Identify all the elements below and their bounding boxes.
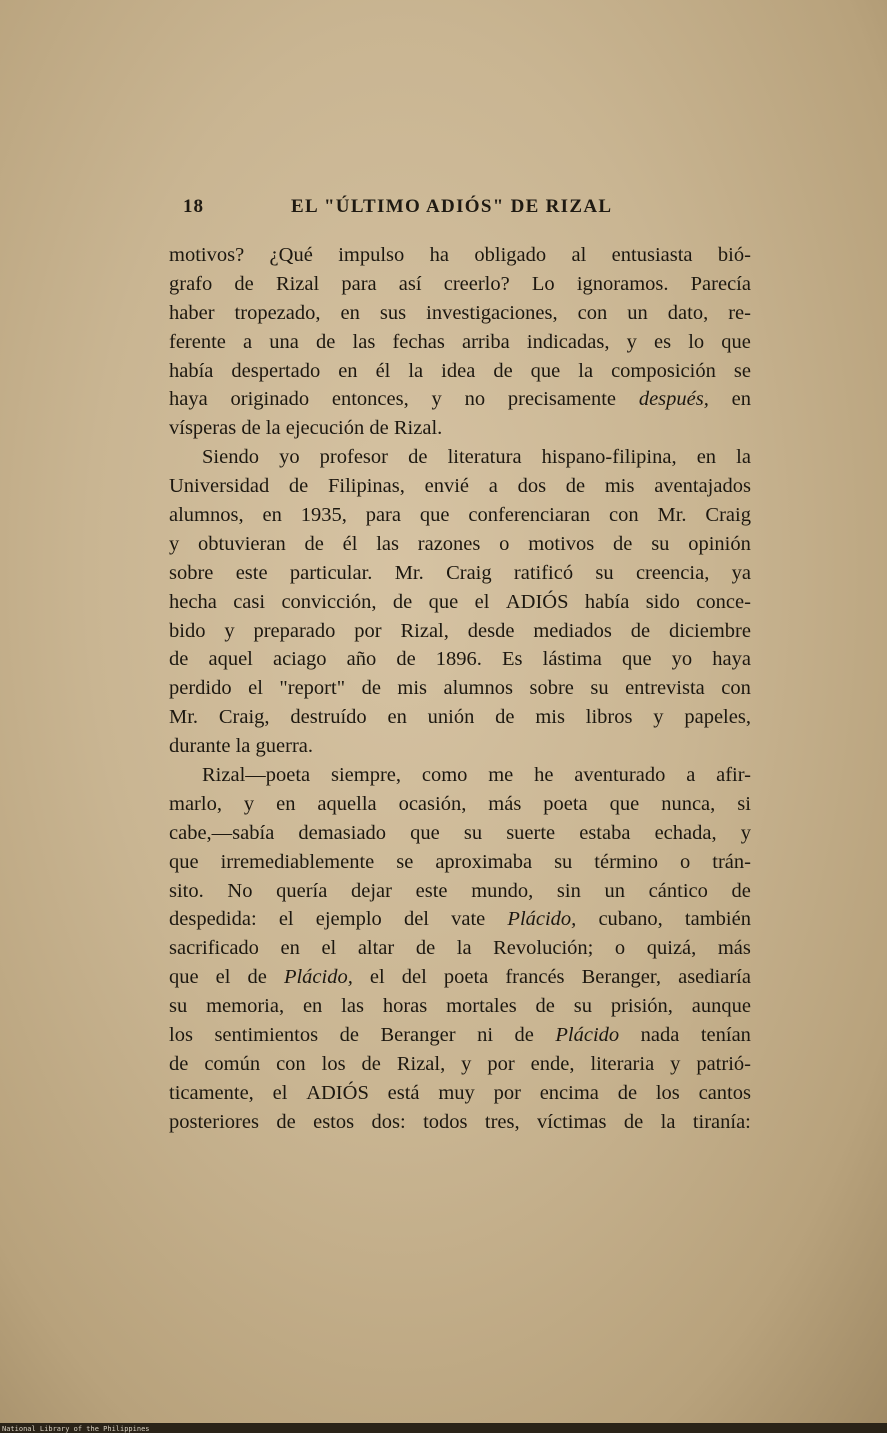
text-line: ticamente, el ADIÓS está muy por encima de los cantos	[169, 1081, 751, 1104]
text-line: su memoria, en las horas mortales de su prisión, aunque	[169, 995, 751, 1018]
text-line: y obtuvieran de él las razones o motivos de su opinión	[169, 532, 751, 555]
text-line: alumnos, en 1935, para que conferenciaran con Mr. Craig	[169, 504, 751, 527]
text-line: bido y preparado por Rizal, desde mediados de diciembre	[169, 619, 751, 642]
text-line: sito. No quería dejar este mundo, sin un cántico de	[169, 879, 751, 902]
text-line: había despertado en él la idea de que la composición se	[169, 359, 751, 382]
page-number: 18	[183, 196, 204, 217]
text-line: haber tropezado, en sus investigaciones, con un dato, re-	[169, 301, 751, 324]
text-line: de común con los de Rizal, y por ende, literaria y patrió-	[169, 1052, 751, 1075]
text-line: durante la guerra.	[169, 735, 314, 758]
text-line: Mr. Craig, destruído en unión de mis libros y papeles,	[169, 706, 751, 729]
text-line: cabe,—sabía demasiado que su suerte estaba echada, y	[169, 821, 751, 844]
text-line: sobre este particular. Mr. Craig ratificó su creencia, ya	[169, 561, 751, 584]
text-line: Universidad de Filipinas, envié a dos de mis aventajados	[169, 475, 751, 498]
text-line: de aquel aciago año de 1896. Es lástima que yo haya	[169, 648, 751, 671]
text-line: posteriores de estos dos: todos tres, víctimas de la tiranía:	[169, 1110, 751, 1133]
text-line: vísperas de la ejecución de Rizal.	[169, 417, 443, 440]
text-line: los sentimientos de Beranger ni de Plácido nada tenían	[169, 1024, 751, 1047]
text-line: perdido el "report" de mis alumnos sobre su entrevista con	[169, 677, 751, 700]
text-line: grafo de Rizal para así creerlo? Lo ignoramos. Parecía	[169, 272, 751, 295]
text-line: marlo, y en aquella ocasión, más poeta que nunca, si	[169, 792, 751, 815]
text-line: Rizal—poeta siempre, como me he aventurado a afir-	[202, 764, 751, 787]
text-line: que irremediablemente se aproximaba su término o trán-	[169, 850, 751, 873]
text-line: hecha casi convicción, de que el ADIÓS había sido conce-	[169, 590, 751, 613]
text-line: motivos? ¿Qué impulso ha obligado al entusiasta bió-	[169, 244, 751, 266]
text-line: ferente a una de las fechas arriba indicadas, y es lo que	[169, 330, 751, 353]
body-text	[169, 241, 751, 1137]
library-credit: National Library of the Philippines	[2, 1425, 150, 1433]
text-line: haya originado entonces, y no precisamente después, en	[169, 388, 751, 411]
text-line: que el de Plácido, el del poeta francés Beranger, asediaría	[169, 966, 751, 989]
running-title: EL "ÚLTIMO ADIÓS" DE RIZAL	[291, 196, 613, 217]
running-head	[183, 196, 643, 226]
text-line: Siendo yo profesor de literatura hispano-filipina, en la	[202, 446, 751, 469]
text-line: despedida: el ejemplo del vate Plácido, cubano, también	[169, 908, 751, 931]
text-line: sacrificado en el altar de la Revolución; o quizá, más	[169, 937, 751, 960]
